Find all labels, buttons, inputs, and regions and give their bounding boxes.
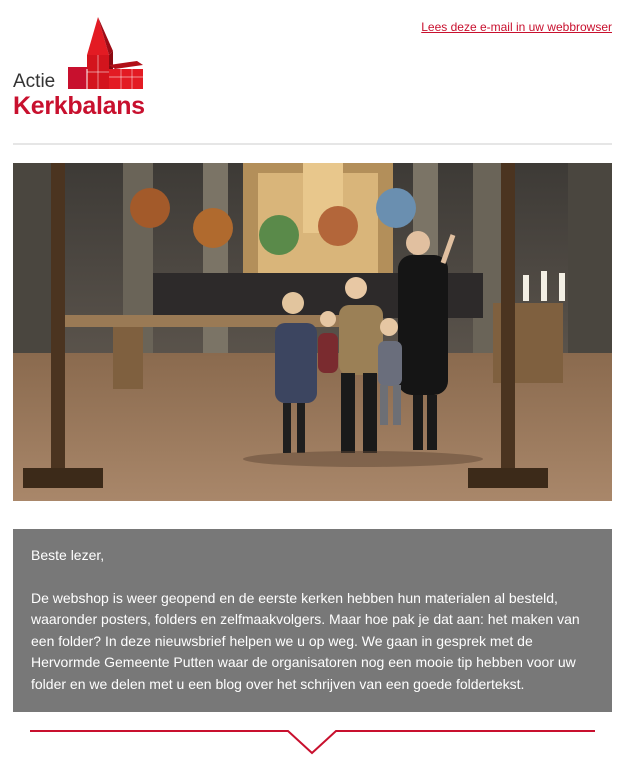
logo-line-kerkbalans: Kerkbalans bbox=[13, 92, 145, 120]
chevron-down-icon bbox=[30, 728, 595, 758]
logo-line-actie: Actie bbox=[13, 71, 56, 92]
header-divider bbox=[13, 143, 612, 145]
intro-body: De webshop is weer geopend en de eerste kerken hebben hun materialen al besteld, waaronder posters, folders en zelfmaakvolgers. Maar hoe pak je dat aan: het maken van een folder? In deze nieuwsbrief helpen we u op weg. We gaan in gesprek met de Hervormde Gemeente Putten waar de organisatoren nog een mooie tip hebben voor uw folder en we delen met u een blog over het schrijven van een goede foldertekst. bbox=[31, 589, 580, 692]
church-icon bbox=[65, 17, 145, 97]
view-in-browser-link[interactable]: Lees deze e-mail in uw webbrowser bbox=[421, 20, 612, 34]
actie-kerkbalans-logo[interactable] bbox=[13, 17, 153, 121]
intro-text-block bbox=[13, 529, 612, 712]
intro-greeting: Beste lezer, bbox=[31, 547, 105, 563]
hero-image[interactable] bbox=[13, 163, 612, 501]
church-photo bbox=[13, 163, 612, 501]
